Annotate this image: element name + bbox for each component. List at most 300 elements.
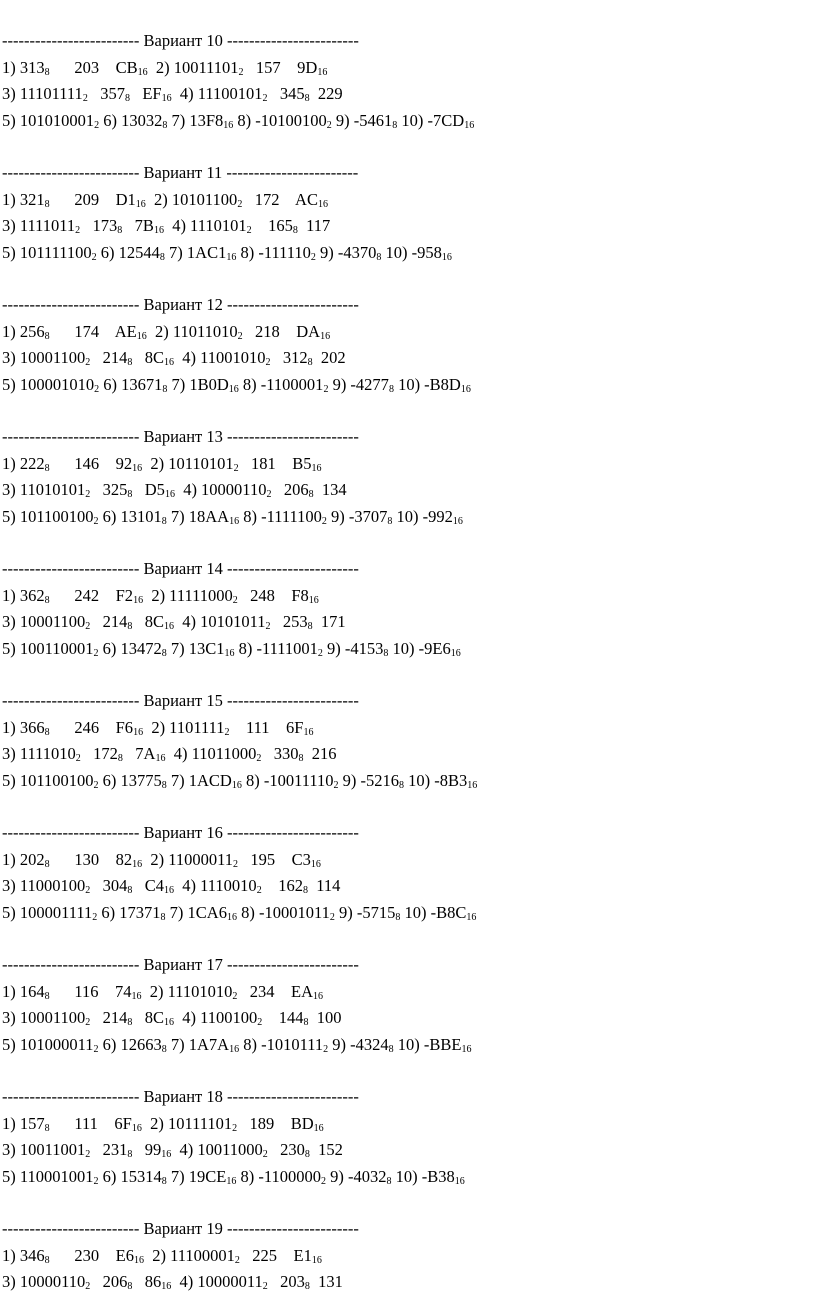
radix-subscript: 2 [85,885,91,896]
task-text: 214 [90,348,128,367]
task-text: 304 [90,876,128,895]
radix-subscript: 8 [161,515,167,527]
radix-subscript: 2 [233,858,239,870]
task-line [2,477,812,504]
task-line [2,55,812,82]
task-text: 9) -4370 [315,242,377,262]
task-text: 9) -3707 [326,506,388,526]
radix-subscript: 2 [262,1281,268,1292]
variant-header: ------------------------- Вариант 16 ------------------------ [2,823,359,842]
radix-subscript: 2 [317,647,323,659]
radix-subscript: 8 [303,1017,309,1028]
radix-subscript: 2 [85,1017,91,1028]
radix-subscript: 16 [466,911,477,923]
radix-subscript: 2 [257,1017,263,1028]
task-text: 7) 1B0D [167,374,229,394]
radix-subscript: 2 [310,251,316,263]
radix-subscript: 8 [304,93,310,104]
task-text: 1) 222 [2,453,45,473]
task-text: 130 82 [49,849,133,869]
radix-subscript: 8 [127,1149,133,1160]
radix-subscript: 8 [308,489,314,500]
radix-subscript: 2 [321,515,327,527]
radix-subscript: 2 [232,1122,238,1134]
radix-subscript: 8 [298,753,304,764]
task-text: 9) -5216 [338,770,400,790]
radix-subscript: 8 [44,198,50,210]
task-text: 3) 1111010 [2,744,76,763]
variant-header: ------------------------- Вариант 17 ------------------------ [2,955,359,974]
task-text: 8) -1100001 [238,374,324,394]
task-text: 6) 13671 [99,374,163,394]
task-line [2,768,812,795]
radix-subscript: 2 [93,647,99,659]
task-text: 10) -7CD [397,110,465,130]
radix-subscript: 16 [320,330,331,342]
task-text: 325 [90,480,128,499]
radix-subscript: 16 [161,93,172,104]
variant-block [2,820,812,952]
radix-subscript: 8 [44,462,50,474]
radix-subscript: 2 [85,1149,91,1160]
radix-subscript: 8 [292,225,298,236]
radix-subscript: 16 [164,357,175,368]
task-text: 7) 13F8 [167,110,224,130]
task-text: 225 E1 [239,1245,312,1265]
task-text: 1) 321 [2,189,45,209]
task-text: 345 [267,84,305,103]
task-text: 1) 202 [2,849,45,869]
task-text: 231 [90,1140,128,1159]
radix-subscript: 16 [313,1122,324,1134]
task-line [2,319,812,346]
radix-subscript: 16 [228,383,239,395]
task-text: 4) 10011000 [171,1140,263,1159]
radix-subscript: 8 [392,119,398,131]
task-text: 230 [267,1140,305,1159]
radix-subscript: 8 [161,779,167,791]
task-text: 253 [270,612,308,631]
task-text: 206 [271,480,309,499]
task-text: 5) 101100100 [2,506,94,526]
radix-subscript: 8 [44,726,50,738]
radix-subscript: 8 [386,1175,392,1187]
task-line [2,741,812,768]
radix-subscript: 2 [321,1175,326,1187]
task-text: 146 92 [49,453,133,473]
task-text: 2) 11101010 [141,981,233,1001]
task-line [2,240,812,267]
task-line [2,187,812,214]
task-line [2,504,812,531]
radix-subscript: 16 [135,198,146,210]
task-text: 9) -4032 [326,1166,387,1186]
radix-subscript: 16 [137,66,148,78]
task-text: 4) 1100100 [174,1008,258,1027]
task-text: 111 6F [49,1113,132,1133]
task-text: 9) -4277 [328,374,389,394]
radix-subscript: 16 [317,198,328,210]
task-text: 330 [261,744,299,763]
task-line [2,979,812,1006]
task-text: 3) 10001100 [2,348,86,367]
task-text: 216 [303,744,337,763]
radix-subscript: 8 [127,357,133,368]
task-text: 116 74 [49,981,132,1001]
task-text: 10) -8B3 [404,770,468,790]
task-text: 1) 346 [2,1245,45,1265]
task-text: 6) 13472 [98,638,162,658]
task-line [2,1111,812,1138]
task-line [2,1269,812,1296]
task-text: 117 [297,216,331,235]
task-text: 248 F8 [237,585,309,605]
task-text: 3) 11000100 [2,876,86,895]
radix-subscript: 8 [160,911,166,923]
radix-subscript: 16 [153,225,164,236]
task-text: 86 [132,1272,162,1291]
task-text: 9) -5715 [334,902,396,922]
task-text: 242 F2 [49,585,134,605]
task-line [2,636,812,663]
radix-subscript: 16 [132,462,143,474]
blank-line [2,134,812,160]
variant-block [2,28,812,160]
radix-subscript: 8 [127,885,133,896]
task-text: 1) 362 [2,585,45,605]
task-text: 10) -9E6 [388,638,451,658]
radix-subscript: 2 [93,515,99,527]
task-text: 195 C3 [238,849,311,869]
variant-header: ------------------------- Вариант 19 ------------------------ [2,1219,359,1238]
radix-subscript: 16 [450,647,461,659]
task-text: 3) 1111011 [2,216,76,235]
task-text: 6) 13101 [98,506,162,526]
radix-subscript: 8 [44,858,50,870]
blank-line [2,398,812,424]
radix-subscript: 16 [164,885,175,896]
radix-subscript: 16 [164,489,175,500]
blank-line [2,266,812,292]
task-line [2,1137,812,1164]
radix-subscript: 16 [164,1017,175,1028]
task-line [2,847,812,874]
task-text: D5 [132,480,165,499]
task-text: 7B [122,216,154,235]
task-text: 6) 13032 [99,110,163,130]
radix-subscript: 8 [44,66,50,78]
task-text: 4) 11100101 [171,84,263,103]
radix-subscript: 8 [44,594,50,606]
radix-subscript: 2 [85,489,91,500]
variant-header: ------------------------- Вариант 11 ------------------------ [2,163,359,182]
radix-subscript: 16 [454,1175,465,1187]
task-text: 8) -111110 [236,242,311,262]
task-text: 8) -10011110 [241,770,334,790]
radix-subscript: 2 [265,357,271,368]
task-text: 5) 100001010 [2,374,95,394]
variant-block [2,688,812,820]
radix-subscript: 2 [246,225,252,236]
radix-subscript: 8 [388,1043,394,1055]
radix-subscript: 8 [127,1017,133,1028]
radix-subscript: 16 [155,753,166,764]
radix-subscript: 2 [91,251,97,263]
blank-line [2,662,812,688]
task-text: 7) 1AC1 [164,242,227,262]
variant-header: ------------------------- Вариант 18 ------------------------ [2,1087,359,1106]
radix-subscript: 2 [93,1175,99,1187]
task-text: 357 [87,84,125,103]
radix-subscript: 8 [388,383,394,395]
task-text: 1) 157 [2,1113,45,1133]
radix-subscript: 2 [333,779,339,791]
radix-subscript: 2 [323,1043,329,1055]
radix-subscript: 16 [467,779,478,791]
radix-subscript: 8 [387,515,393,527]
task-line [2,451,812,478]
radix-subscript: 2 [237,198,243,210]
task-text: 3) 10001100 [2,612,86,631]
radix-subscript: 8 [395,911,401,923]
task-text: 4) 10101011 [174,612,266,631]
radix-subscript: 16 [224,647,235,659]
variant-block [2,952,812,1084]
radix-subscript: 16 [226,251,237,263]
radix-subscript: 16 [223,119,234,131]
radix-subscript: 2 [224,726,230,738]
radix-subscript: 16 [229,1043,240,1055]
radix-subscript: 8 [383,647,389,659]
radix-subscript: 8 [302,885,308,896]
task-text: 8) -1111001 [234,638,318,658]
task-text: 7) 19CE [166,1166,227,1186]
task-text: 3) 11010101 [2,480,86,499]
blank-line [2,926,812,952]
radix-subscript: 8 [162,383,168,395]
task-text: 134 [313,480,347,499]
radix-subscript: 16 [161,1149,172,1160]
radix-subscript: 8 [44,330,50,342]
task-line [2,1005,812,1032]
task-text: 7A [122,744,156,763]
task-text: EF [129,84,162,103]
task-text: 203 [267,1272,305,1291]
radix-subscript: 16 [313,990,324,1002]
task-text: 203 CB [49,57,138,77]
task-text: 234 EA [237,981,314,1001]
task-text: 165 [251,216,293,235]
radix-subscript: 2 [256,753,262,764]
radix-subscript: 16 [461,1043,472,1055]
radix-subscript: 8 [124,93,130,104]
variant-block [2,556,812,688]
task-text: 4) 11011000 [165,744,257,763]
radix-subscript: 8 [376,251,382,263]
task-text: 99 [132,1140,162,1159]
task-text: 2) 10011101 [147,57,239,77]
radix-subscript: 2 [92,911,98,923]
task-text: 1) 256 [2,321,45,341]
task-text: 8) -1111100 [239,506,322,526]
task-text: 1) 313 [2,57,45,77]
task-line [2,81,812,108]
variant-header: ------------------------- Вариант 10 ------------------------ [2,31,359,50]
task-text: 6) 12663 [98,1034,162,1054]
radix-subscript: 2 [323,383,329,395]
task-text: 1) 164 [2,981,45,1001]
task-text: 5) 101010001 [2,110,95,130]
radix-subscript: 8 [44,990,50,1002]
radix-subscript: 8 [162,119,168,131]
task-text: 4) 10000011 [171,1272,263,1291]
radix-subscript: 2 [262,1149,268,1160]
task-text: 214 [90,1008,128,1027]
task-text: 5) 100110001 [2,638,94,658]
task-text: 5) 101000011 [2,1034,94,1054]
task-text: 5) 100001111 [2,902,93,922]
radix-subscript: 8 [44,1254,50,1266]
radix-subscript: 8 [307,357,313,368]
radix-subscript: 8 [161,1043,167,1055]
radix-subscript: 16 [226,1175,237,1187]
task-text: 2) 11100001 [143,1245,235,1265]
radix-subscript: 2 [85,621,91,632]
task-text: 181 B5 [238,453,312,473]
task-text: 202 [312,348,346,367]
task-text: 174 AE [49,321,137,341]
radix-subscript: 8 [161,647,167,659]
task-text: 6) 15314 [98,1166,162,1186]
task-text: 7) 1A7A [166,1034,230,1054]
radix-subscript: 16 [136,330,147,342]
task-text: 10) -BBE [393,1034,462,1054]
task-text: 5) 101111100 [2,242,92,262]
task-text: 9) -5461 [331,110,393,130]
radix-subscript: 2 [94,383,100,395]
radix-subscript: 8 [159,251,165,263]
variant-block [2,1216,812,1296]
task-text: 230 E6 [49,1245,134,1265]
radix-subscript: 2 [266,489,272,500]
radix-subscript: 16 [226,911,237,923]
radix-subscript: 16 [133,594,144,606]
variant-header: ------------------------- Вариант 13 ------------------------ [2,427,359,446]
radix-subscript: 2 [233,462,239,474]
radix-subscript: 16 [229,515,240,527]
radix-subscript: 2 [94,119,100,131]
variant-block [2,292,812,424]
task-text: 6) 17371 [97,902,161,922]
radix-subscript: 8 [117,753,123,764]
radix-subscript: 2 [256,885,262,896]
radix-subscript: 2 [232,594,238,606]
radix-subscript: 16 [464,119,475,131]
variant-header: ------------------------- Вариант 14 ------------------------ [2,559,359,578]
task-text: 10) -B8D [393,374,461,394]
task-text: 5) 110001001 [2,1166,94,1186]
task-text: 246 F6 [49,717,134,737]
radix-subscript: 16 [303,726,314,738]
radix-subscript: 16 [310,858,321,870]
radix-subscript: 8 [127,621,133,632]
task-line [2,372,812,399]
task-text: 172 AC [242,189,318,209]
variant-block [2,160,812,292]
radix-subscript: 2 [265,621,271,632]
task-text: 6) 13775 [98,770,162,790]
task-text: 10) -B38 [391,1166,455,1186]
task-text: 3) 10000110 [2,1272,86,1291]
radix-subscript: 16 [133,1254,144,1266]
radix-subscript: 16 [164,621,175,632]
radix-subscript: 16 [132,858,143,870]
radix-subscript: 2 [326,119,332,131]
radix-subscript: 2 [232,990,238,1002]
task-text: 9) -4153 [322,638,384,658]
task-text: 7) 18AA [166,506,230,526]
task-text: 2) 11111000 [143,585,233,605]
task-text: 3) 10001100 [2,1008,86,1027]
radix-subscript: 2 [93,779,99,791]
task-text: 218 DA [242,321,321,341]
blank-line [2,530,812,556]
radix-subscript: 16 [441,251,452,263]
task-text: 229 [309,84,343,103]
task-text: 4) 11001010 [174,348,266,367]
task-text: 111 6F [229,717,304,737]
radix-subscript: 16 [231,779,242,791]
task-text: 189 BD [237,1113,314,1133]
task-text: 4) 1110010 [174,876,257,895]
variant-block [2,424,812,556]
task-text: 2) 10110101 [142,453,234,473]
variant-block [2,1084,812,1216]
radix-subscript: 8 [307,621,313,632]
task-text: 2) 10111101 [141,1113,233,1133]
task-text: 209 D1 [49,189,136,209]
radix-subscript: 2 [238,66,244,78]
radix-subscript: 2 [237,330,243,342]
task-text: 8) -1100000 [236,1166,321,1186]
task-text: 10) -992 [392,506,453,526]
task-text: 2) 11000011 [142,849,234,869]
task-text: 8C [132,612,165,631]
radix-subscript: 8 [44,1122,50,1134]
radix-subscript: 8 [117,225,123,236]
task-line [2,609,812,636]
blank-line [2,1058,812,1084]
radix-subscript: 16 [308,594,319,606]
task-text: 214 [90,612,128,631]
task-text: 10) -958 [381,242,442,262]
task-text: 5) 101100100 [2,770,94,790]
task-text: 10) -B8C [400,902,467,922]
radix-subscript: 16 [317,66,328,78]
radix-subscript: 16 [460,383,471,395]
task-text: 8) -1010111 [239,1034,324,1054]
radix-subscript: 2 [82,93,88,104]
task-text: 206 [90,1272,128,1291]
task-text: 157 9D [243,57,318,77]
radix-subscript: 8 [127,489,133,500]
radix-subscript: 8 [161,1175,167,1187]
radix-subscript: 16 [161,1281,172,1292]
task-text: 2) 11011010 [146,321,238,341]
task-line [2,715,812,742]
radix-subscript: 2 [93,1043,99,1055]
task-text: 8) -10100100 [233,110,327,130]
